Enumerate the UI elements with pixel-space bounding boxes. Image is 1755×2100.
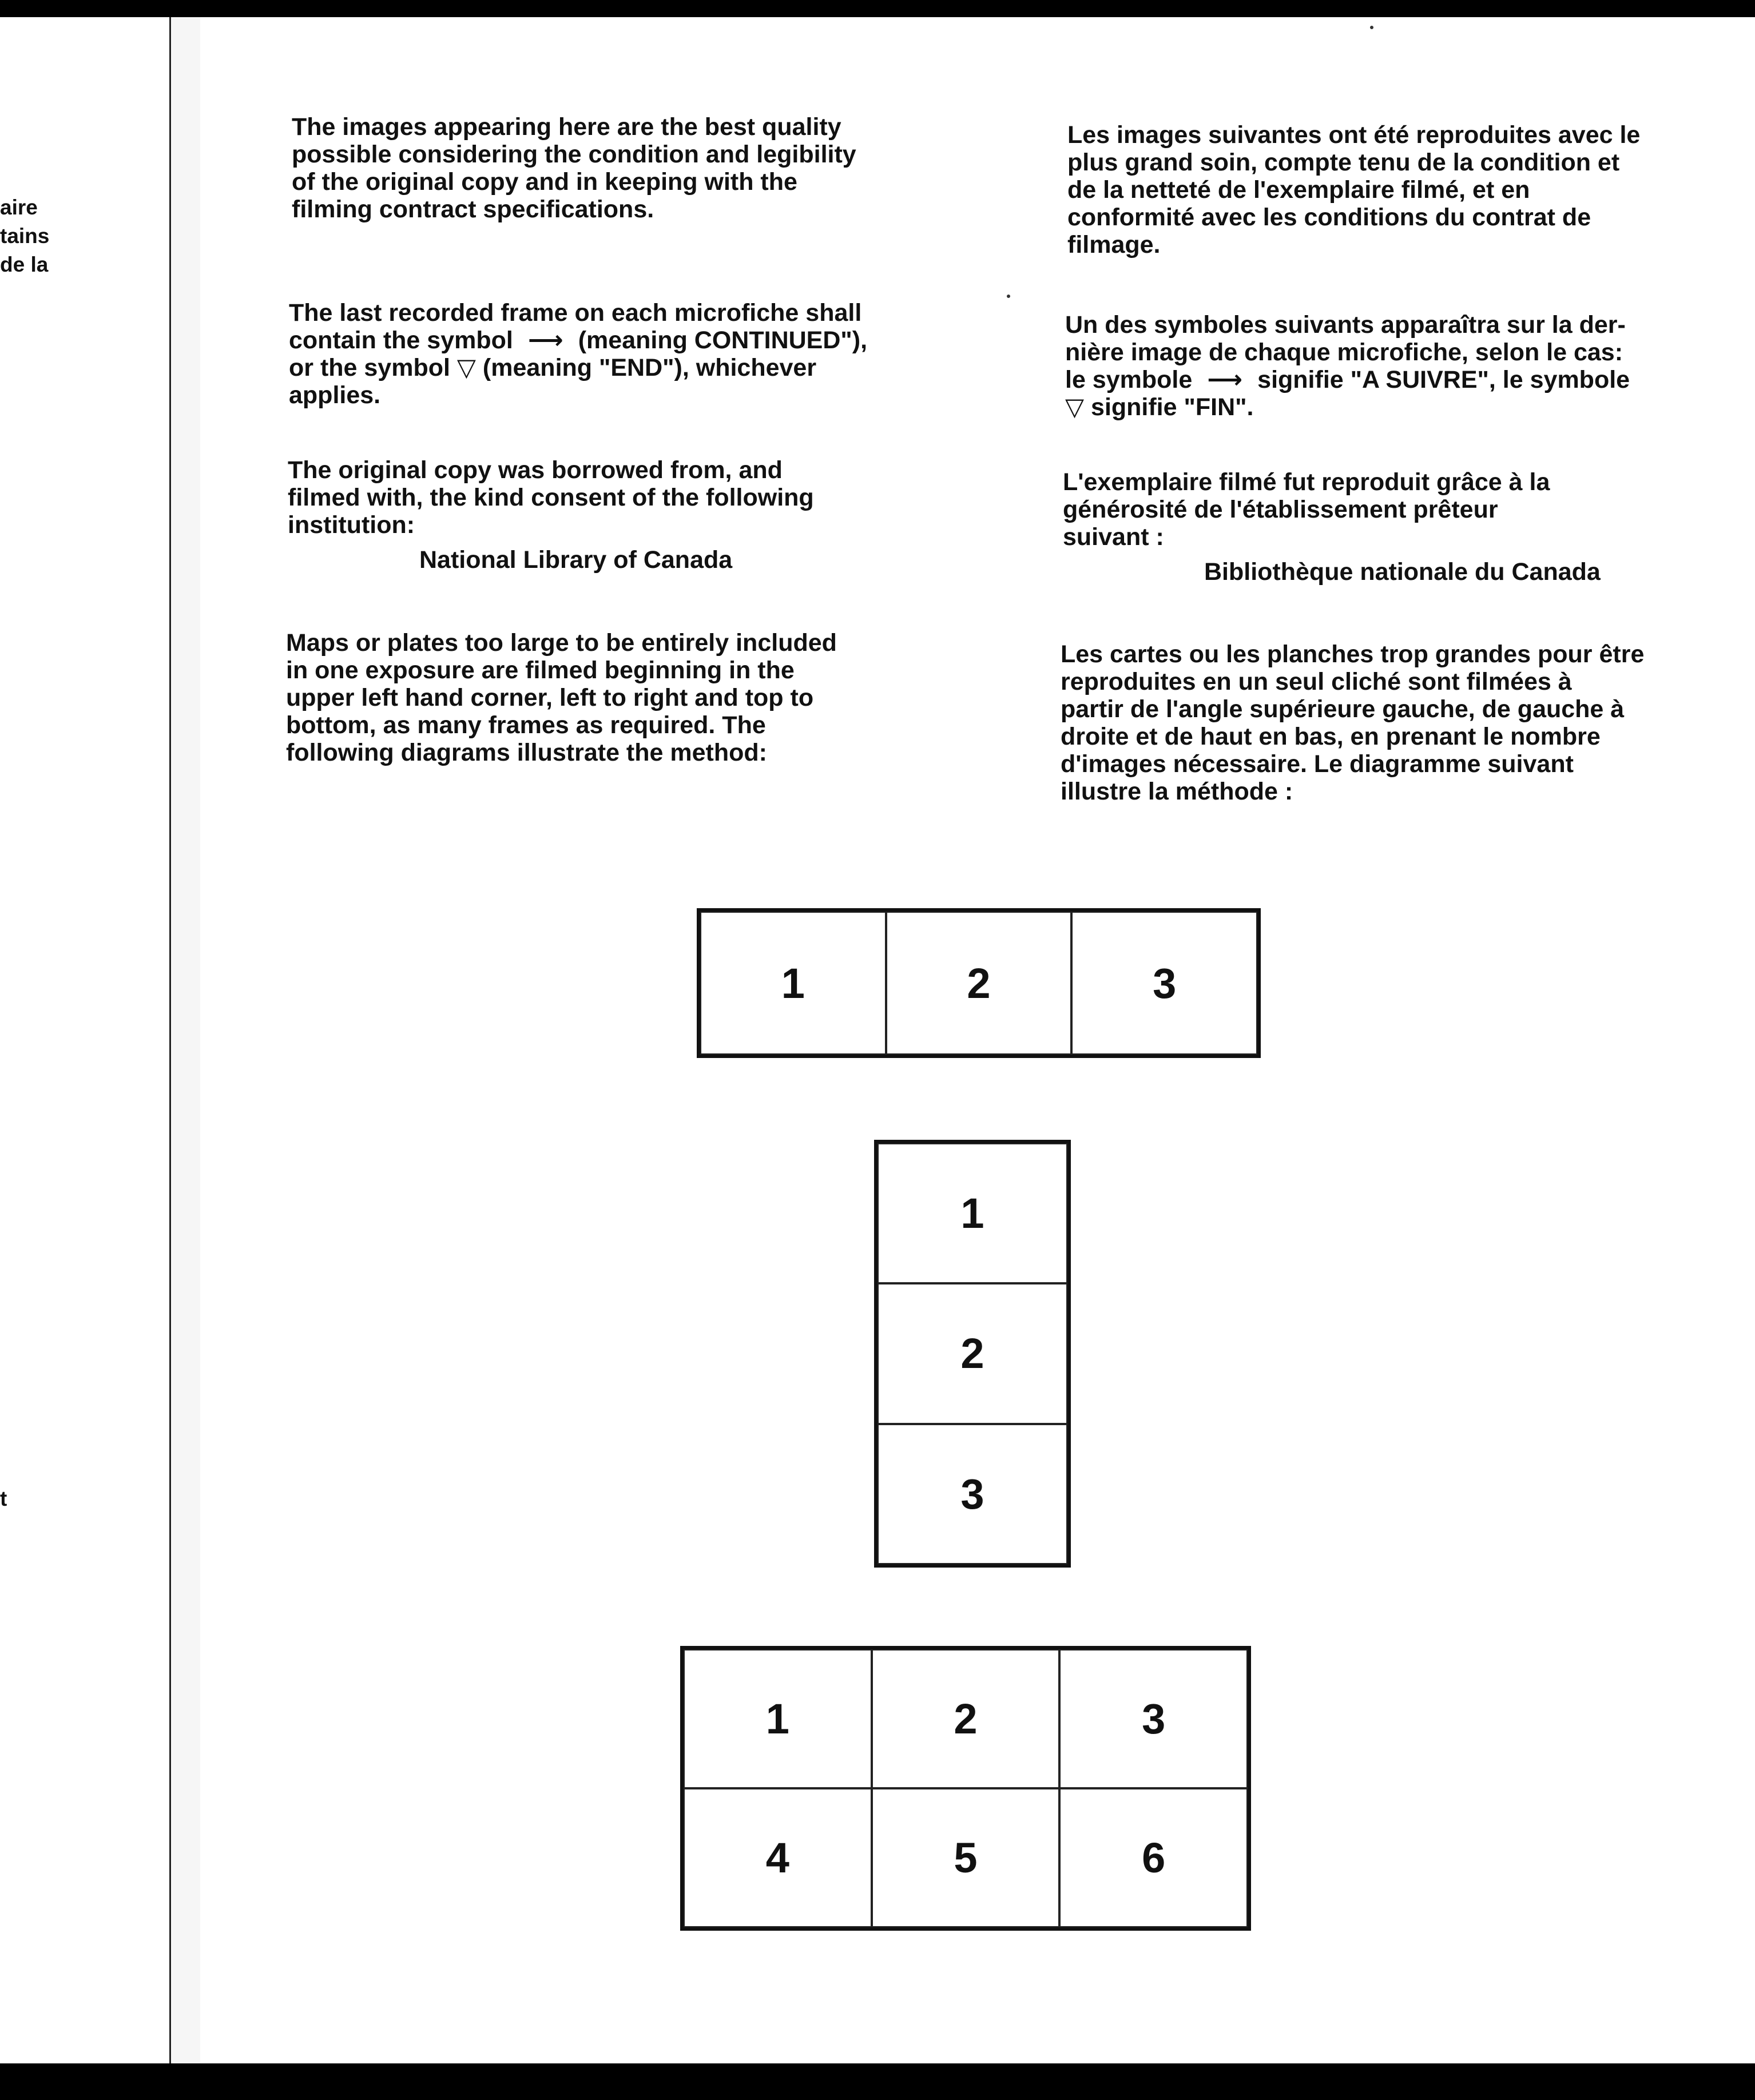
diagram-frame-cell: 2 — [872, 1649, 1060, 1788]
french-quality-paragraph: Les images suivantes ont été reproduites avec le plus grand soin, compte tenu de la condition et de la netteté de l'exemplaire filmé, et en conformité avec les conditions du contrat de filmage. — [1067, 121, 1641, 258]
end-triangle-icon: ▽ — [456, 354, 476, 381]
diagram-grid — [680, 1646, 1251, 1931]
continued-arrow-icon: ⟶ — [527, 327, 563, 354]
diagram-frame-cell: 3 — [1071, 912, 1257, 1055]
french-symbols-text-3: signifie "FIN". — [1084, 393, 1254, 421]
left-page-fragment-letter: t — [0, 1487, 7, 1510]
diagram-frame-cell: 1 — [878, 1143, 1067, 1283]
diagram-frame-cell: 6 — [1059, 1788, 1248, 1927]
diagram-horizontal — [697, 908, 1261, 1058]
english-symbols-text-3: (meaning "END"), whichever applies. — [289, 354, 817, 409]
diagram-frame-cell: 5 — [872, 1788, 1060, 1927]
english-maps-paragraph: Maps or plates too large to be entirely included in one exposure are filmed beginning in the upper left hand corner, left to right and top to bottom, as many frames as required. The following diagrams illustrate the method: — [286, 629, 837, 766]
scan-border-bottom — [0, 2063, 1755, 2100]
diagram-frame-cell: 1 — [684, 1649, 872, 1788]
french-institution: Bibliothèque nationale du Canada — [1204, 558, 1601, 586]
english-symbols-text: The last recorded frame on each microfiche shall contain the symbol — [289, 299, 862, 354]
page-gutter-shade — [172, 17, 200, 2063]
end-triangle-icon: ▽ — [1065, 393, 1085, 421]
continued-arrow-icon: ⟶ — [1207, 366, 1243, 393]
fragment-line: aire — [0, 196, 38, 219]
diagram-vertical — [874, 1140, 1071, 1568]
diagram-frame-cell: 3 — [878, 1424, 1067, 1564]
scan-speck — [1370, 26, 1373, 29]
diagram-frame-cell: 4 — [684, 1788, 872, 1927]
diagram-frame-cell: 3 — [1059, 1649, 1248, 1788]
diagram-frame-cell: 2 — [878, 1283, 1067, 1423]
diagram-frame-cell: 1 — [700, 912, 886, 1055]
page-gutter-line — [169, 17, 171, 2063]
french-borrowed-paragraph: L'exemplaire filmé fut reproduit grâce à la générosité de l'établissement prêteur suivant : — [1063, 468, 1550, 551]
fragment-line: tains — [0, 224, 50, 248]
english-borrowed-paragraph: The original copy was borrowed from, and filmed with, the kind consent of the following institution: — [288, 456, 814, 539]
french-symbols-paragraph — [1065, 311, 1740, 421]
english-symbols-text-2: (meaning CONTINUED"), or the symbol — [289, 327, 868, 381]
english-symbols-paragraph — [289, 299, 947, 409]
french-maps-paragraph: Les cartes ou les planches trop grandes pour être reproduites en un seul cliché sont filmées à partir de l'angle supérieure gauche, de gauche à droite et de haut en bas, en prenant le nombre d'images nécessaire. Le diagramme suivant illustre la méthode : — [1061, 641, 1645, 805]
fragment-line: de la — [0, 253, 49, 276]
scan-speck — [1007, 295, 1010, 298]
english-institution: National Library of Canada — [419, 546, 733, 574]
french-symbols-text: Un des symboles suivants apparaîtra sur la der- nière image de chaque microfiche, selon le cas: le symbole — [1065, 311, 1626, 393]
french-symbols-text-2: signifie "A SUIVRE", le symbole — [1257, 366, 1630, 393]
scan-border-top — [0, 0, 1755, 17]
diagram-frame-cell: 2 — [886, 912, 1072, 1055]
english-quality-paragraph: The images appearing here are the best quality possible considering the condition and legibility of the original copy and in keeping with the filming contract specifications. — [292, 113, 856, 223]
left-page-fragment — [0, 193, 69, 279]
